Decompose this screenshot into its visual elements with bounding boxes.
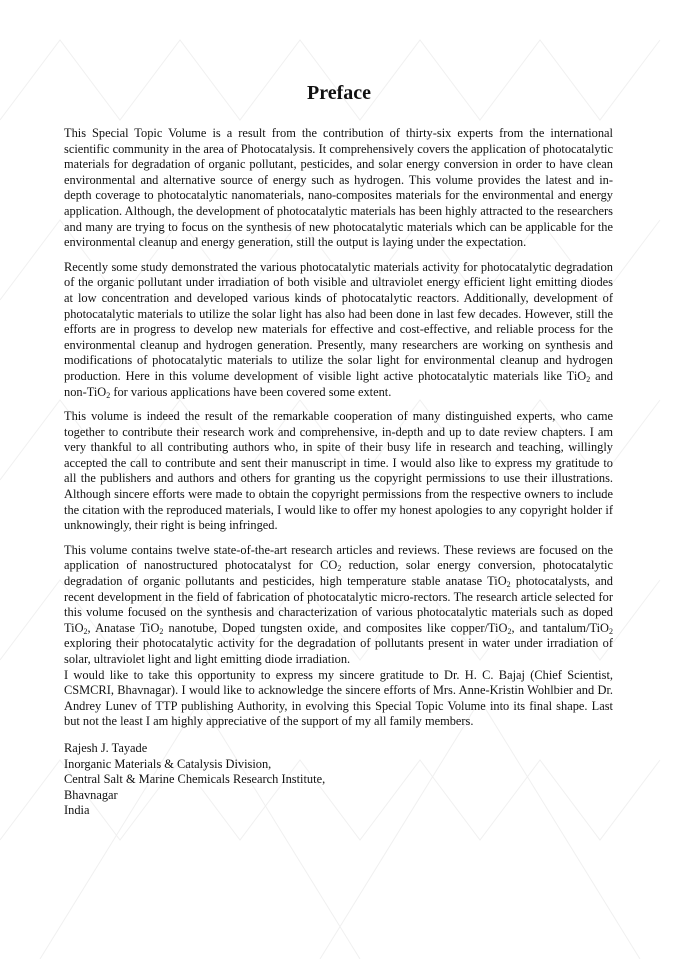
page-title: Preface	[306, 82, 372, 104]
p4-text-e: nanotube, Doped tungsten oxide, and composites like copper/TiO	[163, 620, 508, 635]
p4-text-b: reduction, solar energy conversion, photocatalytic degradation of organic pollutants and pesticides, high temperature stable anatase TiO	[64, 558, 614, 589]
subscript: 2	[106, 390, 111, 400]
author-city: Bhavnagar	[64, 787, 118, 802]
subscript: 2	[586, 374, 591, 384]
author-division: Inorganic Materials & Catalysis Division,	[64, 756, 272, 771]
paragraph-cooperation: This volume is indeed the result of the remarkable cooperation of many distinguished experts, who came together to contribute their research work and comprehensive, in-depth and up to date review chapters. I am very thankful to all contributing authors who, in spite of their busy life in research and teaching, willingly accepted the call to contribute and sent their manuscript in time. I would also like to express my gratitude to all the publishers and authors and others for granting us the copyright permissions to use their illustrations. Although sincere efforts were made to obtain the copyright permissions from the respective owners to include the citation with the reproduced materials, I would like to offer my honest apologies to any copyright holder if unknowingly, their right is being infringed.	[64, 409, 613, 533]
subscript: 2	[83, 626, 88, 636]
paragraph-acknowledgement: I would like to take this opportunity to express my sincere gratitude to Dr. H. C. Bajaj (Chief Scientist, CSMCRI, Bhavnagar). I would like to acknowledge the sincere efforts of Mrs. Anne-Kristin Wohlbier and Dr. Andrey Lunev of TTP publishing Authority, in evolving this Special Topic Volume into its final shape. Last but not the least I am highly appreciative of the support of my all family members.	[64, 667, 613, 729]
signature-block	[64, 741, 613, 819]
p4-text-c: photocatalysts, and recent development in the field of fabrication of photocatalytic micro-rectors. The research article selected for this volume focused on the synthesis and characterization of various photocatalytic materials such as doped TiO	[64, 574, 613, 635]
author-institute: Central Salt & Marine Chemicals Research Institute,	[64, 772, 326, 787]
subscript: 2	[507, 626, 512, 636]
p2-text-b: and non-TiO	[64, 368, 613, 399]
p4-text-a: This volume contains twelve state-of-the-art research articles and reviews. These reviews are focused on the application of nanostructured photocatalyst for CO	[64, 542, 613, 573]
paragraph-intro: This Special Topic Volume is a result from the contribution of thirty-six experts from the international scientific community in the area of Photocatalysis. It comprehensively covers the application of photocatalytic materials for degradation of organic pollutant, pesticides, and solar energy conversion in order to have clean environmental and alternative source of energy such as hydrogen. This volume provides the latest and in-depth coverage to photocatalytic nanomaterials, nano-composites materials for the environmental and energy application. Although, the development of photocatalytic materials has been highly attracted to the researchers and many are trying to focus on the synthesis of new photocatalytic materials which can be applicable for the environmental cleanup and energy generation, still the output is laying under the expectation.	[64, 126, 613, 250]
preface-body	[64, 126, 613, 819]
paragraph-volume-contents	[64, 543, 613, 668]
author-name: Rajesh J. Tayade	[64, 740, 148, 755]
p4-text-f: , and tantalum/TiO	[511, 620, 609, 635]
p4-text-d: , Anatase TiO	[87, 620, 160, 635]
subscript: 2	[609, 626, 613, 636]
p4-text-g: exploring their photocatalytic activity for the degradation of pollutants present in water under irradiation of solar, ultraviolet light and light emitting diode irradiation.	[64, 636, 613, 666]
subscript: 2	[506, 580, 511, 590]
p2-text-c: for various applications have been covered some extent.	[110, 384, 392, 399]
paragraph-recent-study	[64, 260, 613, 400]
author-country: India	[64, 803, 90, 818]
subscript: 2	[159, 626, 164, 636]
subscript: 2	[337, 564, 342, 574]
p2-text-a: Recently some study demonstrated the various photocatalytic materials activity for photocatalytic degradation of the organic pollutant under irradiation of both visible and ultraviolet energy efficient light emitting diodes at low concentration and developed various kinds of photocatalytic reactors. Additionally, development of photocatalytic materials to utilize the solar light has also had been done in last few decades. However, still the efforts are in progress to develop new materials for effective and cost-effective, and reliable process for the environmental cleanup and hydrogen generation. Presently, many researchers are working on synthesis and modifications of photocatalytic materials to utilize the solar light for environmental cleanup and hydrogen production. Here in this volume development of visible light active photocatalytic materials like TiO	[64, 259, 613, 383]
